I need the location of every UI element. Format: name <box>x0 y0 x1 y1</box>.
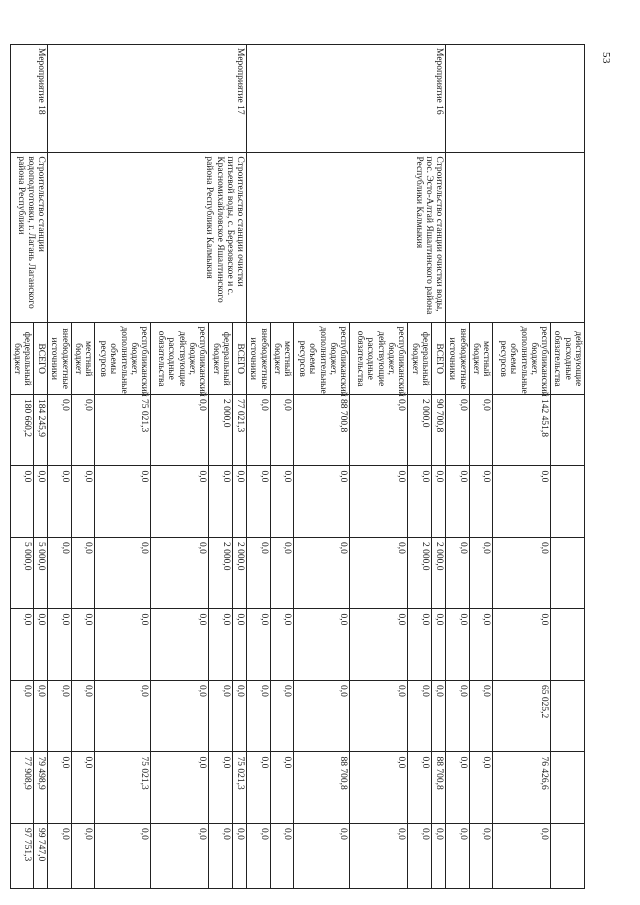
amount-cell: 88 700,8 <box>294 394 350 466</box>
amount-cell: 0,0 <box>48 823 72 888</box>
amount-cell: 75 021,3 <box>95 394 151 466</box>
event-name-cell <box>446 153 585 323</box>
amount-cell: 0,0 <box>446 394 470 466</box>
amount-cell: 0,0 <box>270 394 294 466</box>
amount-cell: 142 451,8 <box>493 394 551 466</box>
funding-source-cell: местный бюджет <box>270 323 294 395</box>
amount-cell: 0,0 <box>247 394 271 466</box>
funding-source-cell: ВСЕГО <box>233 323 247 395</box>
funding-source-cell: федеральный бюджет <box>408 323 432 395</box>
amount-cell: 0,0 <box>233 823 247 888</box>
amount-cell: 0,0 <box>294 537 350 609</box>
amount-cell: 0,0 <box>350 823 408 888</box>
amount-cell: 0,0 <box>350 537 408 609</box>
amount-cell: 0,0 <box>48 752 72 824</box>
funding-source-cell: внебюджетные источники <box>247 323 271 395</box>
funding-source-cell: республиканский бюджет, дополнительные объемы ресурсов <box>493 323 551 395</box>
rotated-sheet <box>12 44 585 889</box>
funding-source-cell: ВСЕГО <box>34 323 48 395</box>
amount-cell: 0,0 <box>48 609 72 681</box>
amount-cell: 0,0 <box>270 537 294 609</box>
event-name-cell: Строительство станции водоподготовки, г. Лагань Лаганского района Республики <box>10 153 48 323</box>
amount-cell: 0,0 <box>294 466 350 538</box>
funding-source-cell: ВСЕГО <box>432 323 446 395</box>
amount-cell <box>551 609 585 681</box>
funding-source-cell: действующие расходные обязательства <box>551 323 585 395</box>
funding-source-cell: республиканский бюджет, действующие расходные обязательства <box>151 323 209 395</box>
amount-cell: 0,0 <box>34 466 48 538</box>
amount-cell: 77 908,9 <box>10 752 34 824</box>
amount-cell: 0,0 <box>294 609 350 681</box>
amount-cell: 0,0 <box>270 609 294 681</box>
amount-cell: 0,0 <box>71 752 95 824</box>
amount-cell <box>551 680 585 752</box>
funding-source-cell: местный бюджет <box>71 323 95 395</box>
amount-cell: 0,0 <box>151 680 209 752</box>
table-row <box>432 45 446 889</box>
funding-table <box>10 44 585 889</box>
funding-source-cell: внебюджетные источники <box>446 323 470 395</box>
amount-cell: 0,0 <box>493 466 551 538</box>
amount-cell: 2 000,0 <box>432 537 446 609</box>
amount-cell: 88 700,8 <box>432 752 446 824</box>
amount-cell <box>551 394 585 466</box>
amount-cell: 0,0 <box>151 394 209 466</box>
amount-cell: 0,0 <box>209 823 233 888</box>
amount-cell: 0,0 <box>350 466 408 538</box>
amount-cell: 88 700,8 <box>294 752 350 824</box>
amount-cell: 180 660,2 <box>10 394 34 466</box>
amount-cell: 76 426,6 <box>493 752 551 824</box>
amount-cell: 0,0 <box>71 823 95 888</box>
amount-cell: 0,0 <box>408 609 432 681</box>
amount-cell: 0,0 <box>71 680 95 752</box>
table-row <box>233 45 247 889</box>
amount-cell: 0,0 <box>71 609 95 681</box>
amount-cell: 0,0 <box>493 609 551 681</box>
amount-cell: 0,0 <box>408 823 432 888</box>
amount-cell: 0,0 <box>10 609 34 681</box>
amount-cell: 0,0 <box>408 466 432 538</box>
funding-source-cell: республиканский бюджет, дополнительные объемы ресурсов <box>294 323 350 395</box>
amount-cell: 0,0 <box>446 466 470 538</box>
funding-source-cell: федеральный бюджет <box>10 323 34 395</box>
funding-source-cell: федеральный бюджет <box>209 323 233 395</box>
amount-cell: 0,0 <box>95 680 151 752</box>
amount-cell: 90 700,8 <box>432 394 446 466</box>
funding-source-cell: местный бюджет <box>469 323 493 395</box>
amount-cell: 184 245,9 <box>34 394 48 466</box>
amount-cell: 0,0 <box>247 680 271 752</box>
amount-cell: 0,0 <box>247 609 271 681</box>
amount-cell: 0,0 <box>350 752 408 824</box>
amount-cell <box>551 537 585 609</box>
amount-cell: 0,0 <box>270 680 294 752</box>
amount-cell: 97 751,3 <box>10 823 34 888</box>
amount-cell: 0,0 <box>209 752 233 824</box>
amount-cell: 0,0 <box>95 466 151 538</box>
amount-cell: 0,0 <box>247 752 271 824</box>
amount-cell: 2 000,0 <box>233 537 247 609</box>
amount-cell <box>551 466 585 538</box>
amount-cell: 0,0 <box>446 680 470 752</box>
event-cell <box>446 45 585 153</box>
amount-cell: 2 000,0 <box>408 394 432 466</box>
amount-cell: 0,0 <box>408 752 432 824</box>
amount-cell: 0,0 <box>350 609 408 681</box>
amount-cell: 0,0 <box>48 466 72 538</box>
amount-cell: 0,0 <box>247 537 271 609</box>
amount-cell: 0,0 <box>469 823 493 888</box>
amount-cell: 0,0 <box>34 680 48 752</box>
table-body <box>10 45 584 889</box>
amount-cell: 5 000,0 <box>34 537 48 609</box>
amount-cell: 0,0 <box>446 823 470 888</box>
amount-cell: 0,0 <box>95 609 151 681</box>
amount-cell: 0,0 <box>350 680 408 752</box>
amount-cell: 0,0 <box>270 823 294 888</box>
funding-source-cell: внебюджетные источники <box>48 323 72 395</box>
amount-cell: 0,0 <box>247 466 271 538</box>
amount-cell: 0,0 <box>233 680 247 752</box>
amount-cell: 0,0 <box>209 466 233 538</box>
event-cell: Мероприятие 18 <box>10 45 48 153</box>
amount-cell: 0,0 <box>469 680 493 752</box>
table-row <box>34 45 48 889</box>
page-number: 53 <box>600 52 612 64</box>
amount-cell: 0,0 <box>48 680 72 752</box>
event-cell: Мероприятие 16 <box>247 45 446 153</box>
amount-cell: 0,0 <box>432 823 446 888</box>
amount-cell <box>551 823 585 888</box>
amount-cell: 0,0 <box>209 609 233 681</box>
amount-cell: 0,0 <box>10 466 34 538</box>
funding-source-cell: республиканский бюджет, дополнительные объемы ресурсов <box>95 323 151 395</box>
amount-cell: 0,0 <box>151 823 209 888</box>
event-cell: Мероприятие 17 <box>48 45 247 153</box>
amount-cell: 0,0 <box>71 466 95 538</box>
amount-cell: 0,0 <box>446 609 470 681</box>
amount-cell: 0,0 <box>446 752 470 824</box>
amount-cell: 0,0 <box>233 609 247 681</box>
amount-cell: 0,0 <box>270 466 294 538</box>
amount-cell: 0,0 <box>151 466 209 538</box>
amount-cell: 0,0 <box>432 466 446 538</box>
amount-cell: 0,0 <box>350 394 408 466</box>
amount-cell: 2 000,0 <box>209 537 233 609</box>
amount-cell: 65 025,2 <box>493 680 551 752</box>
amount-cell: 0,0 <box>71 394 95 466</box>
amount-cell: 0,0 <box>151 752 209 824</box>
amount-cell: 77 021,3 <box>233 394 247 466</box>
table-row <box>551 45 585 889</box>
amount-cell: 0,0 <box>469 609 493 681</box>
amount-cell: 0,0 <box>408 680 432 752</box>
amount-cell: 0,0 <box>10 680 34 752</box>
amount-cell: 0,0 <box>432 680 446 752</box>
amount-cell: 0,0 <box>151 537 209 609</box>
amount-cell: 0,0 <box>247 823 271 888</box>
amount-cell: 0,0 <box>469 537 493 609</box>
amount-cell: 0,0 <box>48 537 72 609</box>
amount-cell: 0,0 <box>493 537 551 609</box>
amount-cell <box>551 752 585 824</box>
amount-cell: 0,0 <box>469 752 493 824</box>
amount-cell: 0,0 <box>95 823 151 888</box>
amount-cell: 99 747,0 <box>34 823 48 888</box>
amount-cell: 0,0 <box>432 609 446 681</box>
amount-cell: 0,0 <box>71 537 95 609</box>
amount-cell: 0,0 <box>294 680 350 752</box>
amount-cell: 0,0 <box>209 680 233 752</box>
amount-cell: 0,0 <box>48 394 72 466</box>
amount-cell: 79 498,9 <box>34 752 48 824</box>
amount-cell: 0,0 <box>270 752 294 824</box>
amount-cell: 0,0 <box>95 537 151 609</box>
amount-cell: 0,0 <box>469 394 493 466</box>
amount-cell: 0,0 <box>233 466 247 538</box>
amount-cell: 0,0 <box>493 823 551 888</box>
amount-cell: 2 000,0 <box>408 537 432 609</box>
amount-cell: 0,0 <box>151 609 209 681</box>
event-name-cell: Строительство станции очистки питьевой воды, с. Березовское и с. Красномихайловское Яшалтинского района Республики Калмыкия <box>48 153 247 323</box>
funding-source-cell: республиканский бюджет, действующие расходные обязательства <box>350 323 408 395</box>
amount-cell: 75 021,3 <box>95 752 151 824</box>
amount-cell: 5 000,0 <box>10 537 34 609</box>
amount-cell: 75 021,3 <box>233 752 247 824</box>
event-name-cell: Строительство станции очистки воды, пос. Эсто-Алтай Яшалтинского района Республики Калмыкия <box>247 153 446 323</box>
amount-cell: 2 000,0 <box>209 394 233 466</box>
amount-cell: 0,0 <box>446 537 470 609</box>
amount-cell: 0,0 <box>294 823 350 888</box>
amount-cell: 0,0 <box>34 609 48 681</box>
amount-cell: 0,0 <box>469 466 493 538</box>
